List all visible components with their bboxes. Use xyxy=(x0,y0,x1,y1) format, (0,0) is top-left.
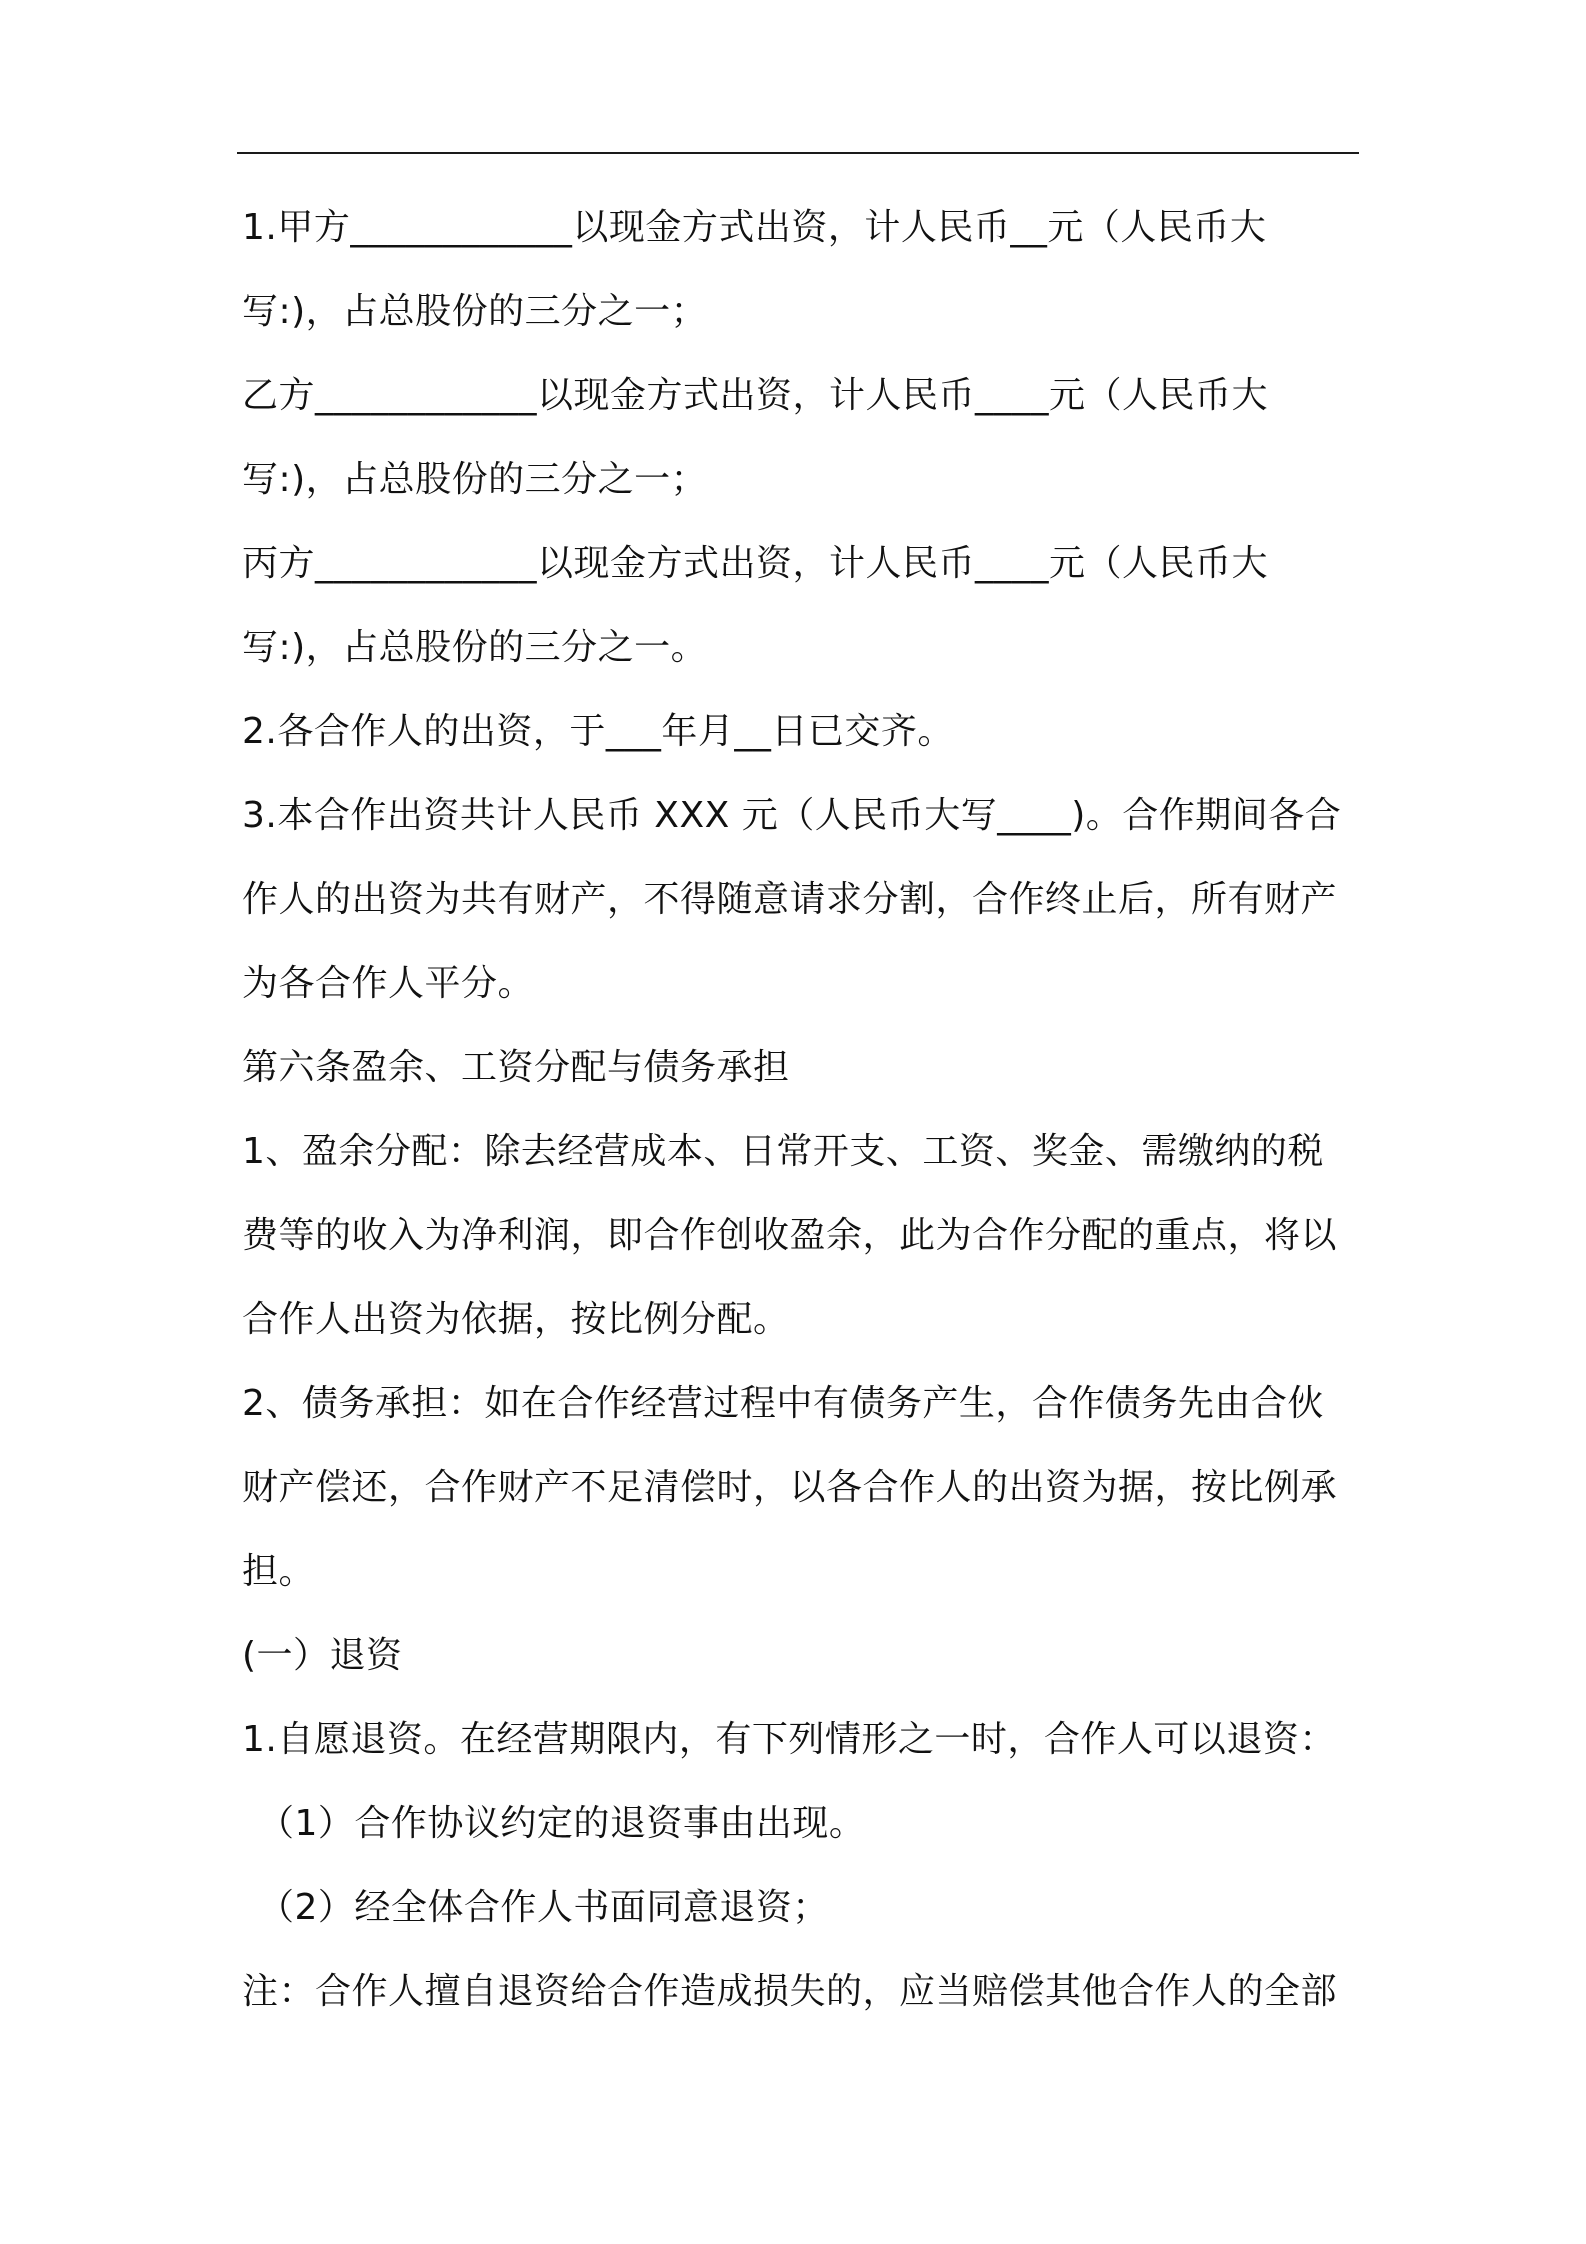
text-line: 1.甲方____________以现金方式出资，计人民币__元（人民币大 xyxy=(242,207,1267,248)
text-line: 作人的出资为共有财产，不得随意请求分割，合作终止后，所有财产 xyxy=(242,879,1338,920)
section-heading: 第六条盈余、工资分配与债务承担 xyxy=(242,1047,790,1088)
text-line: 3.本合作出资共计人民币 XXX 元（人民币大写____)。合作期间各合 xyxy=(242,795,1342,836)
text-line: 1、盈余分配：除去经营成本、日常开支、工资、奖金、需缴纳的税 xyxy=(242,1131,1324,1172)
text-line: 担。 xyxy=(242,1551,316,1592)
text-line: 费等的收入为净利润，即合作创收盈余，此为合作分配的重点，将以 xyxy=(242,1215,1338,1256)
list-item: （2）经全体合作人书面同意退资； xyxy=(258,1887,829,1928)
header-rule xyxy=(237,152,1359,154)
text-line: 2、债务承担：如在合作经营过程中有债务产生，合作债务先由合伙 xyxy=(242,1383,1324,1424)
subsection-heading: (一）退资 xyxy=(242,1635,403,1676)
text-line: 2.各合作人的出资，于___年月__日已交齐。 xyxy=(242,711,954,752)
note-line: 注：合作人擅自退资给合作造成损失的，应当赔偿其他合作人的全部 xyxy=(242,1971,1338,2012)
text-line: 财产偿还，合作财产不足清偿时，以各合作人的出资为据，按比例承 xyxy=(242,1467,1338,1508)
text-line: 写:)，占总股份的三分之一； xyxy=(242,291,708,332)
text-line: 为各合作人平分。 xyxy=(242,963,535,1004)
text-line: 写:)，占总股份的三分之一； xyxy=(242,459,708,500)
text-line: 1.自愿退资。在经营期限内，有下列情形之一时，合作人可以退资： xyxy=(242,1719,1336,1760)
text-line: 乙方____________以现金方式出资，计人民币____元（人民币大 xyxy=(242,375,1269,416)
text-line: 合作人出资为依据，按比例分配。 xyxy=(242,1299,790,1340)
text-line: 写:)，占总股份的三分之一。 xyxy=(242,627,708,668)
text-line: 丙方____________以现金方式出资，计人民币____元（人民币大 xyxy=(242,543,1269,584)
list-item: （1）合作协议约定的退资事由出现。 xyxy=(258,1803,866,1844)
